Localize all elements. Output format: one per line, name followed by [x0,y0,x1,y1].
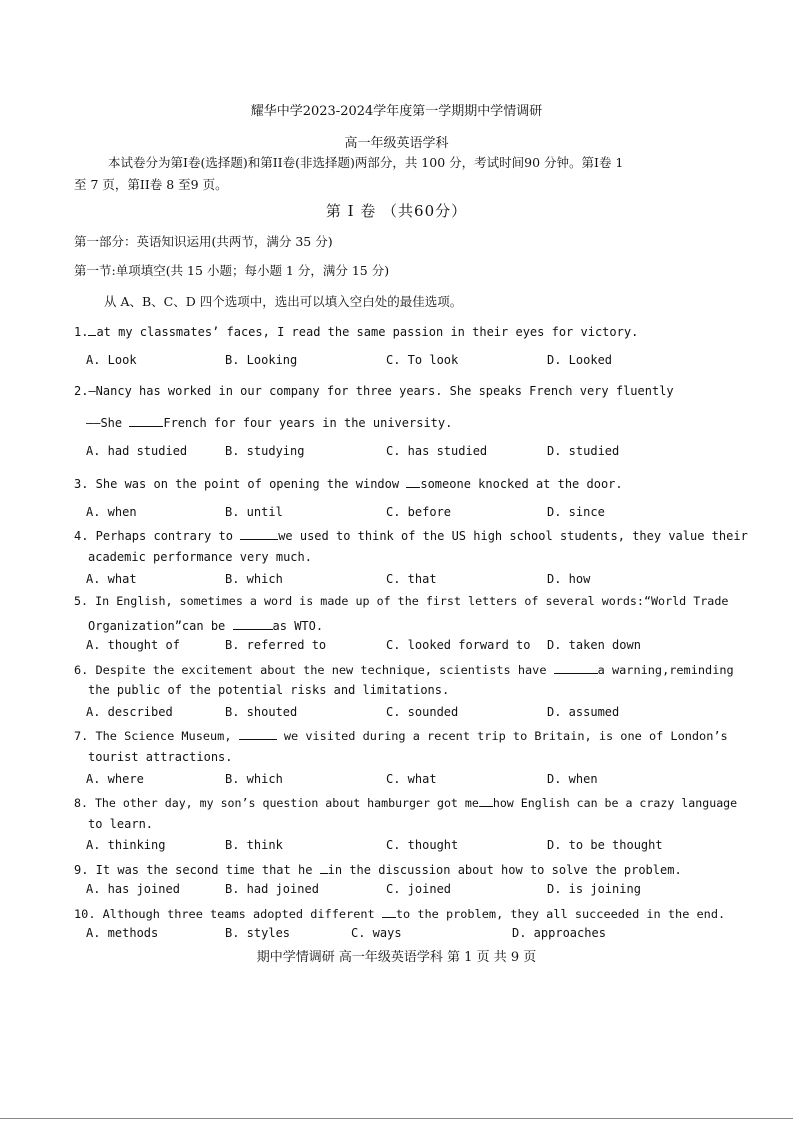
option-b: B. studying [225,444,305,458]
question-5: 5. In English, sometimes a word is made up of the first letters of several words:“World Trade [74,594,729,608]
answer-blank [479,794,493,807]
option-a: A. had studied [86,444,188,458]
option-c: C. that [386,572,437,586]
option-c: C. joined [386,882,452,896]
option-a: A. thought of [86,638,180,652]
answer-blank [320,861,328,874]
option-d: D. when [547,772,598,786]
option-d: D. studied [547,444,620,458]
exam-title: 耀华中学2023-2024学年度第一学期期中学情调研 [250,104,543,119]
option-b: B. until [225,505,283,519]
option-b: B. shouted [225,705,298,719]
option-a: A. where [86,772,144,786]
option-c: C. thought [386,838,459,852]
question-5-cont-end: as WTO. [272,619,324,633]
reply-start: ——She [86,416,123,430]
question-10-start: 10. Although three teams adopted different [74,907,375,921]
option-a: A. what [86,572,137,586]
question-2: 2.—Nancy has worked in our company for three years. She speaks French very fluently [74,384,674,398]
question-8-end: how English can be a crazy language [492,796,738,810]
option-d: D. since [547,505,605,519]
answer-blank [239,727,277,740]
question-3-end: someone knocked at the door. [420,477,623,491]
option-c: C. before [386,505,452,519]
question-4 [74,527,748,543]
instruction-text: 从 A、B、C、D 四个选项中，选出可以填入空白处的最佳选项。 [104,294,463,309]
option-b: B. referred to [225,638,327,652]
option-d: D. taken down [547,638,641,652]
question-2-reply [86,414,452,430]
answer-blank [129,414,163,427]
option-c: C. To look [386,353,459,367]
option-d: D. Looked [547,353,613,367]
question-10-end: to the problem, they all succeeded in the end. [395,907,726,921]
option-c: C. what [386,772,437,786]
subsection-heading: 第一节:单项填空(共 15 小题；每小题 1 分，满分 15 分) [74,263,390,278]
question-4-cont: academic performance very much. [88,550,312,564]
question-9-start: 9. It was the second time that he [74,863,313,877]
question-7 [74,727,728,743]
option-b: B. Looking [225,353,298,367]
option-c: C. has studied [386,444,488,458]
section-title: 第 I 卷 （共60分） [325,202,468,220]
question-6-cont: the public of the potential risks and limitations. [88,683,450,697]
option-b: B. which [225,772,283,786]
option-a: A. thinking [86,838,166,852]
question-3-start: 3. She was on the point of opening the window [74,477,400,491]
option-c: C. looked forward to [386,638,531,652]
option-b: B. styles [225,926,291,940]
page-footer: 期中学情调研 高一年级英语学科 第 1 页 共 9 页 [256,950,537,965]
reply-end: French for four years in the university. [163,416,453,430]
question-6-start: 6. Despite the excitement about the new technique, scientists have [74,663,547,677]
question-8-cont: to learn. [88,817,154,831]
question-7-cont: tourist attractions. [88,750,233,764]
part-heading: 第一部分：英语知识运用(共两节，满分 35 分) [74,234,333,249]
question-4-end: we used to think of the US high school students, they value their [278,529,748,543]
question-9 [74,861,682,877]
page-bottom-divider [0,1118,793,1119]
option-c: C. ways [351,926,402,940]
question-5-cont [88,617,323,633]
option-d: D. is joining [547,882,641,896]
question-1 [74,323,638,339]
question-6-end: a warning,reminding [597,663,734,677]
question-7-start: 7. The Science Museum, [74,729,232,743]
question-6 [74,661,734,677]
answer-blank [240,527,278,540]
question-9-end: in the discussion about how to solve the problem. [327,863,682,877]
answer-blank [233,617,273,630]
option-d: D. how [547,572,591,586]
question-4-start: 4. Perhaps contrary to [74,529,233,543]
answer-blank [382,905,396,918]
question-1-number: 1. [74,325,89,339]
question-7-end: we visited during a recent trip to Britain, is one of London’s [283,729,728,743]
option-d: D. to be thought [547,838,663,852]
option-a: A. Look [86,353,137,367]
option-a: A. described [86,705,173,719]
subject-title: 高一年级英语学科 [344,136,449,151]
option-b: B. had joined [225,882,319,896]
question-1-text: at my classmates’ faces, I read the same passion in their eyes for victory. [96,325,639,339]
question-10 [74,905,725,921]
question-5-cont-start: Organization”can be [88,619,226,633]
option-b: B. think [225,838,283,852]
option-a: A. has joined [86,882,180,896]
question-3 [74,475,623,491]
option-c: C. sounded [386,705,459,719]
option-a: A. methods [86,926,159,940]
option-d: D. approaches [512,926,606,940]
question-8 [74,794,737,810]
intro-line-1: 本试卷分为第I卷(选择题)和第II卷(非选择题)两部分，共 100 分，考试时间90 分钟。第I卷 1 [108,155,624,170]
option-d: D. assumed [547,705,620,719]
intro-line-2: 至 7 页，第II卷 8 至9 页。 [74,177,228,192]
answer-blank [554,661,598,674]
option-a: A. when [86,505,137,519]
answer-blank [406,475,420,488]
question-8-start: 8. The other day, my son’s question about hamburger got me [74,796,479,810]
option-b: B. which [225,572,283,586]
